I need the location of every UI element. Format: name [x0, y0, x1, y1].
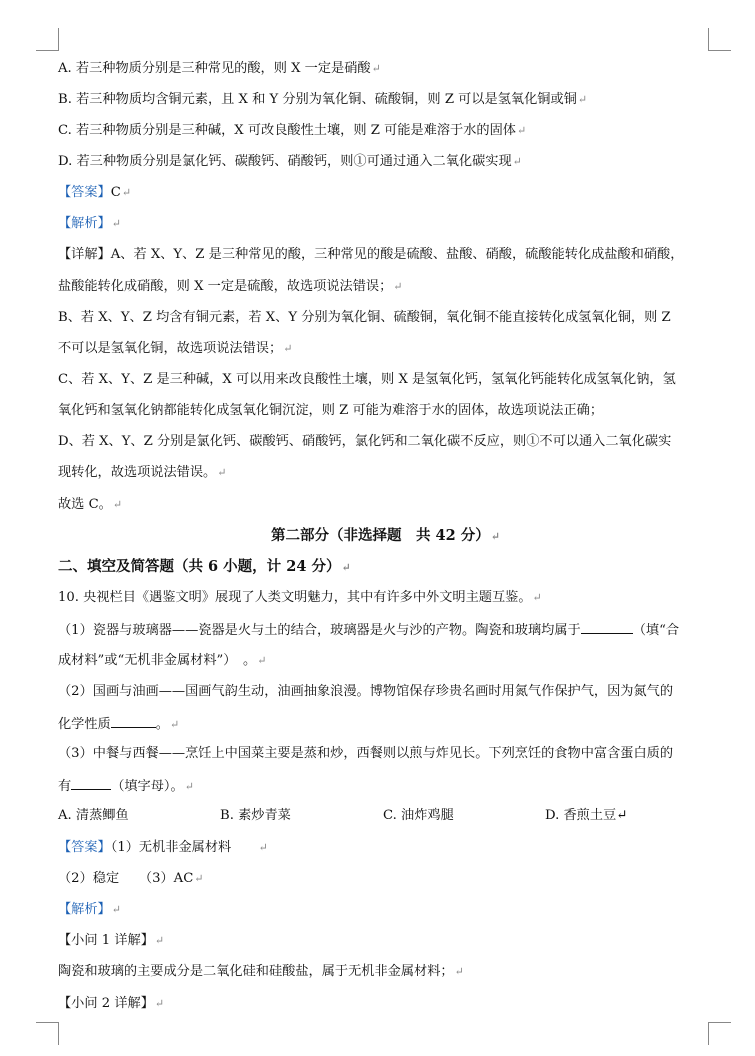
detail-line-8: 现转化，故选项说法错误。↵	[58, 465, 227, 480]
option-line-d: D. 若三种物质分别是氯化钙、碳酸钙、硝酸钙，则①可通过通入二氧化碳实现↵	[58, 154, 522, 169]
subquestion-2-detail-heading: 【小问 2 详解】↵	[58, 996, 165, 1011]
subquestion-3-line-1: （3）中餐与西餐——烹饪上中国菜主要是蒸和炒，西餐则以煎与炸见长。下列烹饪的食物中富含蛋白质的	[58, 746, 674, 761]
conclusion-line: 故选 C。↵	[58, 497, 123, 512]
analysis-tag-line-q10: 【解析】↵	[58, 902, 121, 917]
answer-blank-3	[71, 775, 111, 790]
detail-line-1: 【详解】A、若 X、Y、Z 是三种常见的酸，三种常见的酸是硫酸、盐酸、硝酸，硫酸能转化成盐酸和硝酸，	[58, 247, 684, 262]
crop-mark-top-left	[36, 28, 59, 51]
food-option-b: B. 素炒青菜	[220, 808, 291, 823]
subquestion-2-line-1: （2）国画与油画——国画气韵生动，油画抽象浪漫。博物馆保存珍贵名画时用氮气作保护气，因为氮气的	[58, 684, 674, 699]
answer-tag: 【答案】	[58, 185, 111, 200]
subquestion-1-detail: 陶瓷和玻璃的主要成分是二氧化硅和硅酸盐，属于无机非金属材料；↵	[58, 964, 464, 979]
answer-line-q10-2: （2）稳定 （3）AC↵	[58, 871, 204, 886]
answer-line: 【答案】C↵	[58, 185, 132, 200]
food-option-a: A. 清蒸鲫鱼	[58, 808, 129, 823]
answer-blank-2	[111, 713, 156, 728]
detail-line-3: B、若 X、Y、Z 均含有铜元素，若 X、Y 分别为氧化铜、硫酸铜，氧化铜不能直接转化成氢氧化铜，则 Z	[58, 310, 671, 325]
subquestion-1-line-1: （1）瓷器与玻璃器——瓷器是火与土的结合，玻璃器是火与沙的产物。陶瓷和玻璃均属于 （填“合	[58, 619, 679, 641]
subquestion-3-line-2: 有 （填字母）。↵	[58, 775, 194, 797]
analysis-tag-line: 【解析】↵	[58, 216, 121, 231]
subquestion-1-line-2: 成材料”或“无机非金属材料”） 。↵	[58, 653, 267, 668]
subquestion-1-detail-heading: 【小问 1 详解】↵	[58, 933, 165, 948]
food-option-c: C. 油炸鸡腿	[383, 808, 454, 823]
detail-line-7: D、若 X、Y、Z 分别是氯化钙、碳酸钙、硝酸钙，氯化钙和二氧化碳不反应，则①不可以通入二氧化碳实	[58, 434, 672, 449]
detail-line-6: 氧化钙和氢氧化钠都能转化成氢氧化铜沉淀，则 Z 可能为难溶于水的固体，故选项说法正确；	[58, 403, 604, 418]
option-line-a: A. 若三种物质分别是三种常见的酸，则 X 一定是硝酸↵	[58, 61, 381, 76]
crop-mark-top-right	[708, 28, 731, 51]
food-option-d: D. 香煎土豆↵	[545, 808, 628, 823]
answer-tag: 【答案】	[58, 840, 111, 855]
question-10-stem: 10. 央视栏目《遇鉴文明》展现了人类文明魅力，其中有许多中外文明主题互鉴。↵	[58, 590, 542, 605]
crop-mark-bottom-right	[708, 1022, 731, 1045]
subquestion-2-line-2: 化学性质 。↵	[58, 713, 179, 735]
answer-blank-1	[581, 619, 633, 634]
analysis-tag: 【解析】	[58, 902, 111, 917]
option-line-b: B. 若三种物质均含铜元素，且 X 和 Y 分别为氧化铜、硫酸铜，则 Z 可以是氢氧化铜或铜↵	[58, 92, 588, 107]
detail-line-4: 不可以是氢氧化铜，故选项说法错误；↵	[58, 341, 293, 356]
crop-mark-bottom-left	[36, 1022, 59, 1045]
option-line-c: C. 若三种物质分别是三种碱，X 可改良酸性土壤，则 Z 可能是难溶于水的固体↵	[58, 123, 527, 138]
detail-line-5: C、若 X、Y、Z 是三种碱，X 可以用来改良酸性土壤，则 X 是氢氧化钙，氢氧化钙能转化成氢氧化钠，氢	[58, 372, 676, 387]
part-two-heading: 第二部分（非选择题 共 42 分）↵	[271, 527, 500, 544]
analysis-tag: 【解析】	[58, 216, 111, 231]
answer-line-q10: 【答案】（1）无机非金属材料 ↵	[58, 840, 268, 855]
detail-line-2: 盐酸能转化成硝酸，则 X 一定是硫酸，故选项说法错误；↵	[58, 279, 403, 294]
section-heading: 二、填空及简答题（共 6 小题，计 24 分）↵	[58, 558, 351, 575]
